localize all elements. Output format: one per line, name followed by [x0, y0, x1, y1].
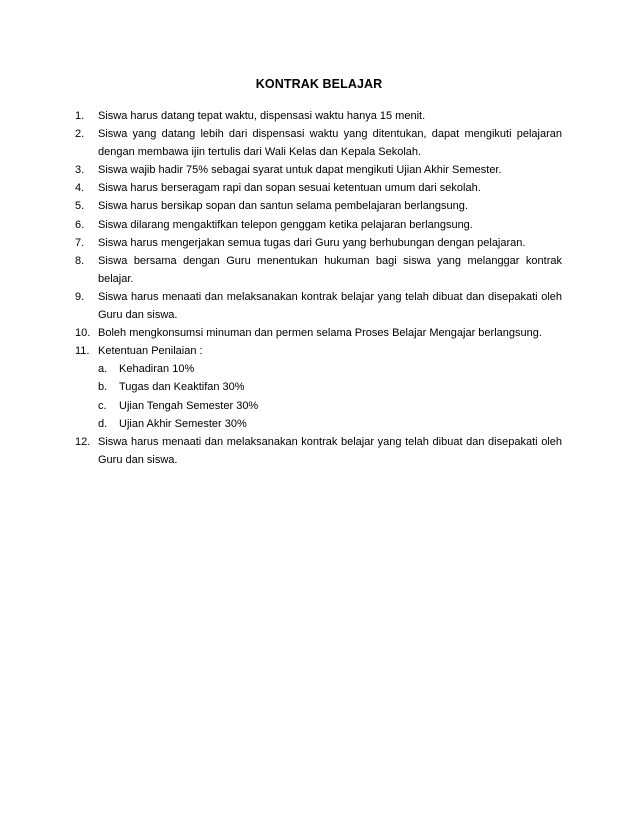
assessment-letter: b.: [98, 381, 108, 394]
rule-item-3: [75, 161, 562, 179]
rule-text: Siswa yang datang lebih dari dispensasi waktu yang ditentukan, dapat mengikuti pelajaran dengan membawa ijin tertulis dari Wali Kelas dan Kepala Sekolah.: [98, 128, 562, 159]
rule-item-7: [75, 234, 562, 252]
rule-number: 11.: [75, 345, 90, 358]
assessment-item: [98, 378, 562, 396]
rule-text: Siswa bersama dengan Guru menentukan hukuman bagi siswa yang melanggar kontrak belajar.: [98, 254, 562, 285]
rule-number: 10.: [75, 327, 91, 340]
rule-number: 2.: [75, 128, 85, 141]
rule-text: Siswa harus menaati dan melaksanakan kontrak belajar yang telah dibuat dan disepakati oleh Guru dan siswa.: [98, 435, 562, 466]
rule-text: Siswa harus bersikap sopan dan santun selama pembelajaran berlangsung.: [98, 200, 468, 213]
rule-text: Siswa harus datang tepat waktu, dispensasi waktu hanya 15 menit.: [98, 110, 426, 122]
rule-number: 12.: [75, 435, 91, 448]
assessment-letter: c.: [98, 399, 107, 412]
rule-item-8: [75, 252, 562, 288]
rule-item-12: [75, 433, 562, 469]
rule-number: 5.: [75, 200, 85, 213]
document-title: KONTRAK BELAJAR: [255, 77, 383, 91]
assessment-letter: d.: [98, 417, 108, 430]
rules-list: [75, 107, 562, 469]
rule-text: Siswa harus berseragam rapi dan sopan sesuai ketentuan umum dari sekolah.: [98, 182, 481, 195]
assessment-text: Kehadiran 10%: [119, 363, 195, 376]
rule-item-1: [75, 107, 562, 125]
assessment-letter: a.: [98, 363, 108, 376]
rule-text: Ketentuan Penilaian :: [98, 345, 203, 358]
rule-number: 7.: [75, 236, 85, 249]
assessment-text: Ujian Tengah Semester 30%: [119, 399, 259, 412]
rule-number: 6.: [75, 218, 85, 231]
assessment-text: Ujian Akhir Semester 30%: [119, 417, 247, 430]
rule-text: Siswa wajib hadir 75% sebagai syarat untuk dapat mengikuti Ujian Akhir Semester.: [98, 164, 502, 177]
rule-number: 9.: [75, 290, 85, 303]
rule-item-6: [75, 216, 562, 234]
rule-number: 4.: [75, 182, 85, 195]
rule-number: 1.: [75, 110, 85, 122]
rule-item-9: [75, 288, 562, 324]
rule-text: Siswa harus menaati dan melaksanakan kontrak belajar yang telah dibuat dan disepakati oleh Guru dan siswa.: [98, 290, 562, 322]
rule-text: Boleh mengkonsumsi minuman dan permen selama Proses Belajar Mengajar berlangsung.: [98, 327, 542, 340]
rule-item-5: [75, 197, 562, 215]
assessment-item: [98, 360, 562, 378]
rule-item-4: [75, 179, 562, 197]
assessment-item: [98, 397, 562, 415]
rule-number: 8.: [75, 254, 85, 267]
assessment-list: [98, 360, 562, 432]
rule-number: 3.: [75, 164, 85, 177]
rule-item-10: [75, 324, 562, 342]
assessment-item: [98, 415, 562, 433]
rule-item-2: [75, 125, 562, 161]
rule-text: Siswa dilarang mengaktifkan telepon genggam ketika pelajaran berlangsung.: [98, 218, 473, 231]
rule-item-11: [75, 342, 562, 432]
rule-text: Siswa harus mengerjakan semua tugas dari Guru yang berhubungan dengan pelajaran.: [98, 236, 526, 249]
assessment-text: Tugas dan Keaktifan 30%: [119, 381, 245, 394]
